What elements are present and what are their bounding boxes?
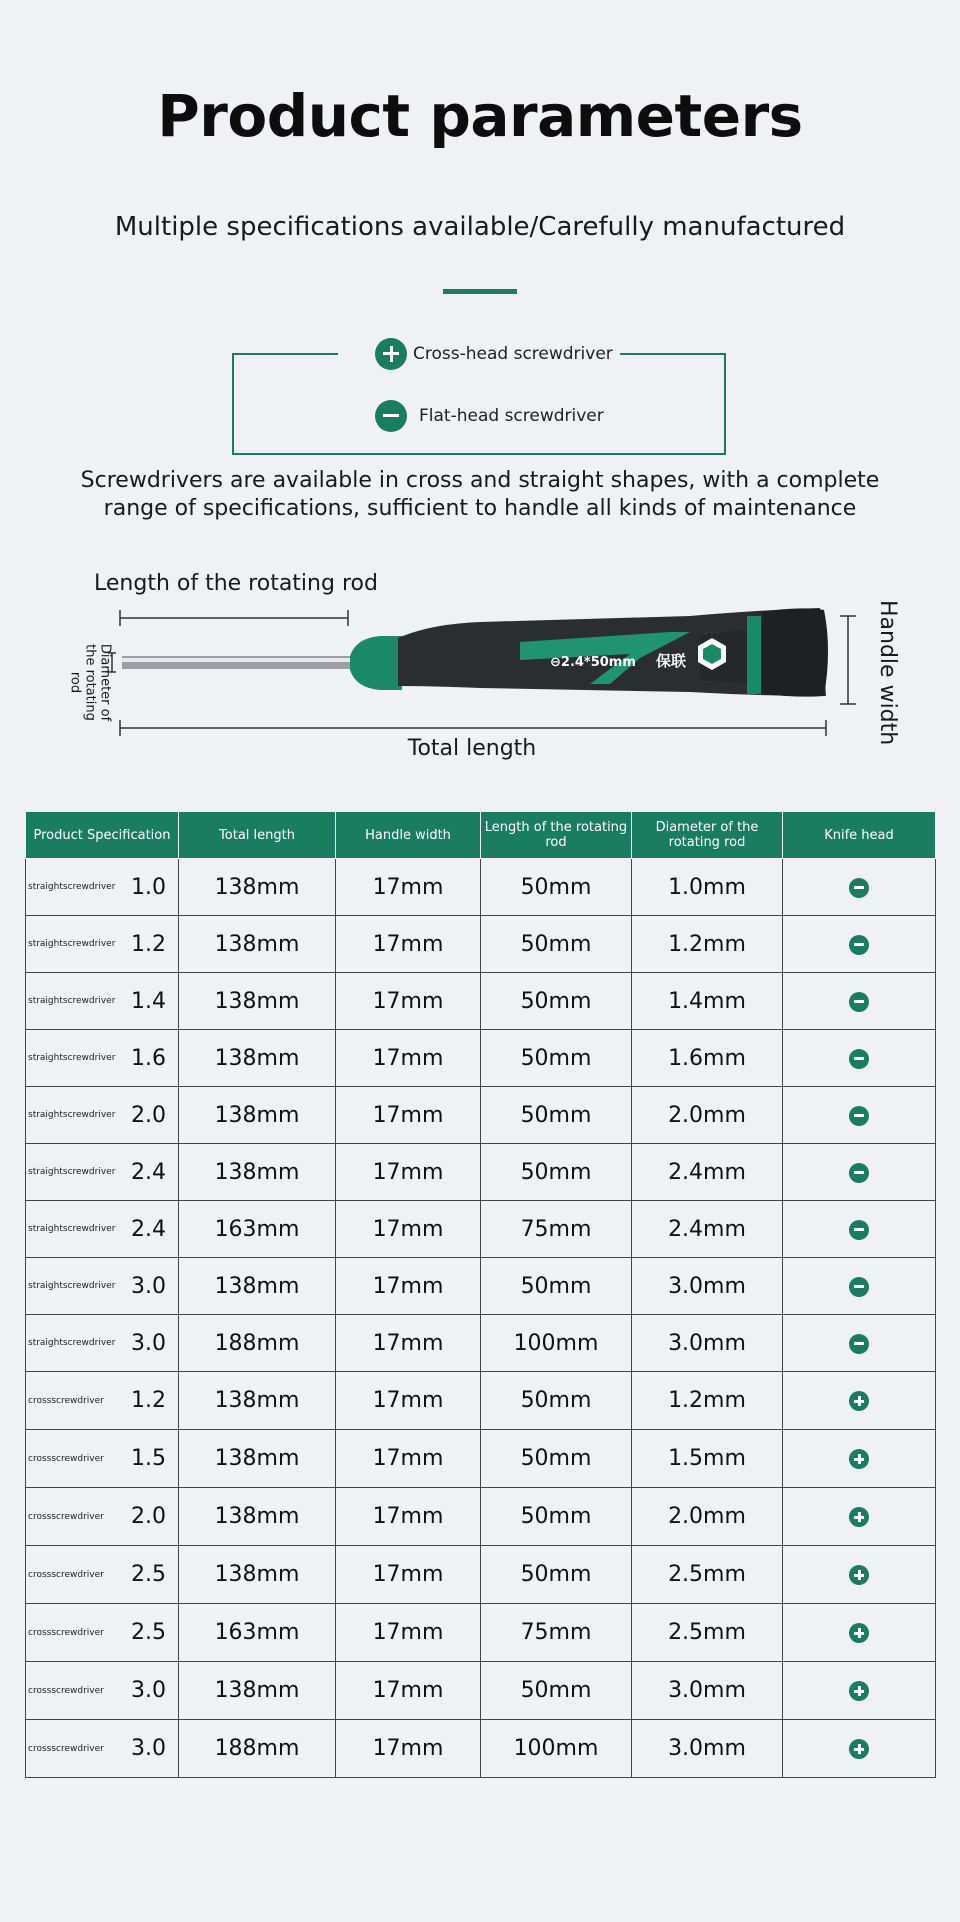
spec-size: 1.5 <box>131 1446 166 1471</box>
cell-handle-width: 17mm <box>336 1546 481 1604</box>
table-row <box>26 1488 936 1546</box>
spec-size: 2.0 <box>131 1102 166 1128</box>
flat-icon <box>849 1277 869 1297</box>
cell-rod-length: 75mm <box>481 1201 632 1258</box>
cell-knife-head <box>783 1201 936 1258</box>
cell-rod-diameter: 1.2mm <box>632 916 783 973</box>
cell-rod-length: 50mm <box>481 1430 632 1488</box>
spec-type: crossscrewdriver <box>28 1627 104 1638</box>
description <box>0 467 960 523</box>
header-product-specification: Product Specification <box>26 812 179 859</box>
cell-knife-head <box>783 859 936 916</box>
cell-rod-length: 50mm <box>481 859 632 916</box>
header-handle-width: Handle width <box>336 812 481 859</box>
table-row <box>26 1258 936 1315</box>
cell-specification <box>26 1258 179 1315</box>
cell-specification <box>26 1372 179 1430</box>
cell-knife-head <box>783 1662 936 1720</box>
spec-size: 2.5 <box>131 1620 166 1645</box>
cell-knife-head <box>783 973 936 1030</box>
legend-cross <box>375 338 613 370</box>
table-row <box>26 1201 936 1258</box>
cell-knife-head <box>783 1315 936 1372</box>
spec-type: straightscrewdriver <box>28 1281 116 1291</box>
table-row <box>26 1662 936 1720</box>
cell-rod-diameter: 3.0mm <box>632 1315 783 1372</box>
table-row <box>26 973 936 1030</box>
flat-icon <box>849 992 869 1012</box>
cell-handle-width: 17mm <box>336 916 481 973</box>
spec-type: crossscrewdriver <box>28 1395 104 1406</box>
cell-total-length: 163mm <box>179 1604 336 1662</box>
cell-handle-width: 17mm <box>336 859 481 916</box>
page-subtitle: Multiple specifications available/Carefully manufactured <box>114 212 846 242</box>
spec-size: 1.4 <box>131 988 166 1014</box>
table-row <box>26 1087 936 1144</box>
table-row <box>26 1604 936 1662</box>
cell-knife-head <box>783 1258 936 1315</box>
cell-total-length: 138mm <box>179 1488 336 1546</box>
cell-handle-width: 17mm <box>336 1488 481 1546</box>
spec-size: 1.6 <box>131 1045 166 1071</box>
spec-type: straightscrewdriver <box>28 1224 116 1234</box>
cell-knife-head <box>783 916 936 973</box>
cell-rod-diameter: 2.5mm <box>632 1546 783 1604</box>
spec-table-body <box>26 859 936 1778</box>
cell-specification <box>26 916 179 973</box>
table-row <box>26 1144 936 1201</box>
flat-icon <box>849 878 869 898</box>
cross-icon <box>849 1623 869 1643</box>
cell-rod-diameter: 2.0mm <box>632 1087 783 1144</box>
cell-rod-diameter: 3.0mm <box>632 1720 783 1778</box>
spec-size: 3.0 <box>131 1330 166 1356</box>
cell-total-length: 138mm <box>179 1430 336 1488</box>
cell-handle-width: 17mm <box>336 1604 481 1662</box>
spec-type: straightscrewdriver <box>28 1053 116 1063</box>
table-row <box>26 1315 936 1372</box>
cell-specification <box>26 1315 179 1372</box>
header-rod-diameter: Diameter of the rotating rod <box>632 812 783 859</box>
spec-size: 2.0 <box>131 1504 166 1529</box>
table-row <box>26 1720 936 1778</box>
cell-total-length: 138mm <box>179 916 336 973</box>
cross-icon <box>849 1739 869 1759</box>
flat-icon <box>849 1220 869 1240</box>
cell-handle-width: 17mm <box>336 1372 481 1430</box>
cell-rod-length: 50mm <box>481 1144 632 1201</box>
table-header-row <box>26 812 936 859</box>
spec-type: straightscrewdriver <box>28 996 116 1006</box>
header-knife-head: Knife head <box>783 812 936 859</box>
cell-rod-length: 50mm <box>481 1087 632 1144</box>
spec-type: straightscrewdriver <box>28 939 116 949</box>
cell-rod-diameter: 1.2mm <box>632 1372 783 1430</box>
rod-diameter-label: Diameter of the rotating rod <box>67 643 113 722</box>
cell-total-length: 138mm <box>179 1372 336 1430</box>
cell-handle-width: 17mm <box>336 1030 481 1087</box>
cell-specification <box>26 1488 179 1546</box>
cell-specification <box>26 1662 179 1720</box>
cell-knife-head <box>783 1087 936 1144</box>
cell-total-length: 138mm <box>179 859 336 916</box>
total-length-label: Total length <box>407 736 537 761</box>
description-line-1: Screwdrivers are available in cross and straight shapes, with a complete <box>80 468 880 493</box>
cell-rod-diameter: 1.4mm <box>632 973 783 1030</box>
cell-rod-length: 100mm <box>481 1720 632 1778</box>
spec-type: crossscrewdriver <box>28 1569 104 1580</box>
spec-type: straightscrewdriver <box>28 1167 116 1177</box>
cell-total-length: 138mm <box>179 973 336 1030</box>
cell-rod-length: 50mm <box>481 1258 632 1315</box>
table-row <box>26 1430 936 1488</box>
table-row <box>26 916 936 973</box>
cross-icon <box>375 338 407 370</box>
spec-type: straightscrewdriver <box>28 1338 116 1348</box>
cell-handle-width: 17mm <box>336 1430 481 1488</box>
spec-size: 3.0 <box>131 1273 166 1299</box>
cell-knife-head <box>783 1720 936 1778</box>
cell-total-length: 163mm <box>179 1201 336 1258</box>
cell-rod-length: 50mm <box>481 1488 632 1546</box>
flat-icon <box>375 400 407 432</box>
cell-total-length: 138mm <box>179 1087 336 1144</box>
cell-knife-head <box>783 1372 936 1430</box>
cell-handle-width: 17mm <box>336 1087 481 1144</box>
cell-rod-diameter: 3.0mm <box>632 1258 783 1315</box>
cell-specification <box>26 1087 179 1144</box>
spec-table <box>25 811 936 1778</box>
flat-icon <box>849 1106 869 1126</box>
cell-total-length: 138mm <box>179 1030 336 1087</box>
cell-rod-diameter: 2.5mm <box>632 1604 783 1662</box>
cross-icon <box>849 1681 869 1701</box>
cell-handle-width: 17mm <box>336 1201 481 1258</box>
cell-specification <box>26 1430 179 1488</box>
cell-rod-length: 100mm <box>481 1315 632 1372</box>
flat-icon <box>849 1334 869 1354</box>
spec-type: straightscrewdriver <box>28 882 116 892</box>
cell-handle-width: 17mm <box>336 973 481 1030</box>
spec-size: 3.0 <box>131 1736 166 1761</box>
table-row <box>26 1372 936 1430</box>
cell-specification <box>26 859 179 916</box>
legend-cross-label: Cross-head screwdriver <box>413 344 613 364</box>
cell-rod-diameter: 1.6mm <box>632 1030 783 1087</box>
cell-rod-length: 75mm <box>481 1604 632 1662</box>
cross-icon <box>849 1507 869 1527</box>
cell-knife-head <box>783 1030 936 1087</box>
brand-print: 保联 <box>656 652 687 670</box>
spec-type: crossscrewdriver <box>28 1743 104 1754</box>
cross-icon <box>849 1391 869 1411</box>
spec-size: 2.4 <box>131 1216 166 1242</box>
cell-handle-width: 17mm <box>336 1258 481 1315</box>
flat-icon <box>849 935 869 955</box>
cell-rod-length: 50mm <box>481 916 632 973</box>
cell-specification <box>26 1546 179 1604</box>
legend-flat-label: Flat-head screwdriver <box>419 406 604 426</box>
cell-total-length: 188mm <box>179 1720 336 1778</box>
table-row <box>26 1030 936 1087</box>
cell-rod-diameter: 1.5mm <box>632 1430 783 1488</box>
cell-handle-width: 17mm <box>336 1315 481 1372</box>
description-line-2: range of specifications, sufficient to handle all kinds of maintenance <box>103 496 857 521</box>
table-row <box>26 859 936 916</box>
cell-total-length: 188mm <box>179 1315 336 1372</box>
cell-specification <box>26 973 179 1030</box>
spec-size: 3.0 <box>131 1678 166 1703</box>
cross-icon <box>849 1565 869 1585</box>
header-total-length: Total length <box>179 812 336 859</box>
spec-type: crossscrewdriver <box>28 1453 104 1464</box>
cell-rod-diameter: 1.0mm <box>632 859 783 916</box>
cell-total-length: 138mm <box>179 1662 336 1720</box>
cell-knife-head <box>783 1144 936 1201</box>
cell-specification <box>26 1604 179 1662</box>
spec-size: 2.5 <box>131 1562 166 1587</box>
cell-specification <box>26 1030 179 1087</box>
spec-type: crossscrewdriver <box>28 1685 104 1696</box>
spec-size: 1.2 <box>131 931 166 957</box>
spec-size: 1.2 <box>131 1388 166 1413</box>
cell-total-length: 138mm <box>179 1258 336 1315</box>
header-rod-length: Length of the rotating rod <box>481 812 632 859</box>
cell-total-length: 138mm <box>179 1546 336 1604</box>
cell-rod-length: 50mm <box>481 1030 632 1087</box>
cell-rod-diameter: 3.0mm <box>632 1662 783 1720</box>
flat-icon <box>849 1163 869 1183</box>
flat-icon <box>849 1049 869 1069</box>
cell-rod-length: 50mm <box>481 1546 632 1604</box>
legend-flat <box>375 400 604 432</box>
cell-handle-width: 17mm <box>336 1662 481 1720</box>
cell-rod-diameter: 2.4mm <box>632 1144 783 1201</box>
cell-knife-head <box>783 1604 936 1662</box>
cell-rod-length: 50mm <box>481 973 632 1030</box>
cell-knife-head <box>783 1546 936 1604</box>
cell-handle-width: 17mm <box>336 1144 481 1201</box>
cell-handle-width: 17mm <box>336 1720 481 1778</box>
page-title: Product parameters <box>157 82 803 150</box>
cell-knife-head <box>783 1430 936 1488</box>
cell-rod-length: 50mm <box>481 1372 632 1430</box>
accent-divider <box>443 289 517 294</box>
cross-icon <box>849 1449 869 1469</box>
spec-size: 1.0 <box>131 874 166 900</box>
cell-specification <box>26 1201 179 1258</box>
handle-width-label: Handle width <box>875 600 900 746</box>
spec-type: straightscrewdriver <box>28 1110 116 1120</box>
cell-rod-length: 50mm <box>481 1662 632 1720</box>
spec-size: 2.4 <box>131 1159 166 1185</box>
cell-rod-diameter: 2.0mm <box>632 1488 783 1546</box>
handle-print: ⊖2.4*50mm <box>550 655 636 670</box>
cell-rod-diameter: 2.4mm <box>632 1201 783 1258</box>
rod-length-label: Length of the rotating rod <box>94 571 378 596</box>
table-row <box>26 1546 936 1604</box>
spec-type: crossscrewdriver <box>28 1511 104 1522</box>
cell-specification <box>26 1144 179 1201</box>
cell-total-length: 138mm <box>179 1144 336 1201</box>
cell-specification <box>26 1720 179 1778</box>
cell-knife-head <box>783 1488 936 1546</box>
